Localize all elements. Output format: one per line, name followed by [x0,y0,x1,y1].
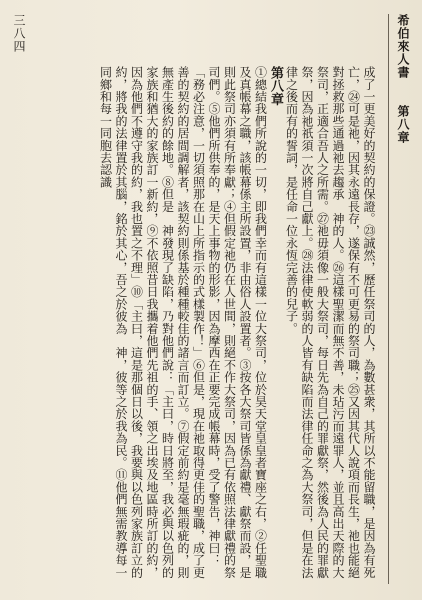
paragraph-chapter-8: ①總結我們所說的一切，即我們幸而有這樣一位大祭司，位於昊天堂皇皇者寶座之右，②任聖職及真帳幕之職，該帳幕係主所設置，非由俗人設置者。③按各大祭司皆係為獻禮、獻祭而設，是則此祭司亦須有所奉獻；④但假定祂仍在人世間，則絕不作大祭司，因為已有依照法律獻禮的祭司們。⑤他們所供奉的，是天上事物的形影，因為摩西在正要完成帳幕時，受了警告，神曰：「務必注意，一切須照那在山上所指示的式樣製作！」⑥但是，現在祂取得更佳的聖職，成了更善的契約的居間調解者，該契約則係基於種種較佳的諸言而訂立。⑦假定前約是毫無瑕疵的，則無產生後約的餘地。⑧但是 神發現了缺陷，乃對他們說：「主曰，時日將至，我必與以色列的家族和猶大的家族訂一新約，⑨不依照昔日我攜着他們先祖的手、領之出埃及地區時所訂的約，因為他們不遵守我的約，我也置之不理」⑩「主曰，這是那個日以後，我要與以色列家族訂立的約，將我的法律置於其腦，銘於其心，吾之於彼為 神，彼等之於我為民。⑪他們無需教導每一同鄉和每一同胞去認識 [98,66,268,579]
page-number: 三八四 [12,14,26,53]
chapter-label: 第八章 [396,105,410,144]
book-title: 希伯來人書 [396,14,410,79]
header-rule [388,14,389,584]
chapter-heading: 第八章 [268,66,283,106]
body-text [40,66,376,590]
running-header [396,14,410,144]
paragraph-chapter-7-end: 成了一更美好的契約的保證。㉓誠然，歷任祭司的人，為數甚衆，其所以不能留職，是因為有死亡，㉔可是祂，因其永遠長存，遂保有不可更易的祭司職；㉕又因其代人說項而長生，祂也能絕對拯救那些通過祂去趨承 神的人。㉖這樣聖潔而無不善，未玷污而遠罪人，並且高出天際的大祭司，正適合吾人之所需。㉗祂毋須像一般大祭司，每日先為自己的罪獻祭，然後為人民的罪獻祭，因為祂祇須一次將自己獻上。㉘法律使軟弱的人皆有缺陷而法律任命之為大祭司，但是在法律之後而有的誓詞，是任命一位永恆完善的兒子。 [284,66,376,579]
